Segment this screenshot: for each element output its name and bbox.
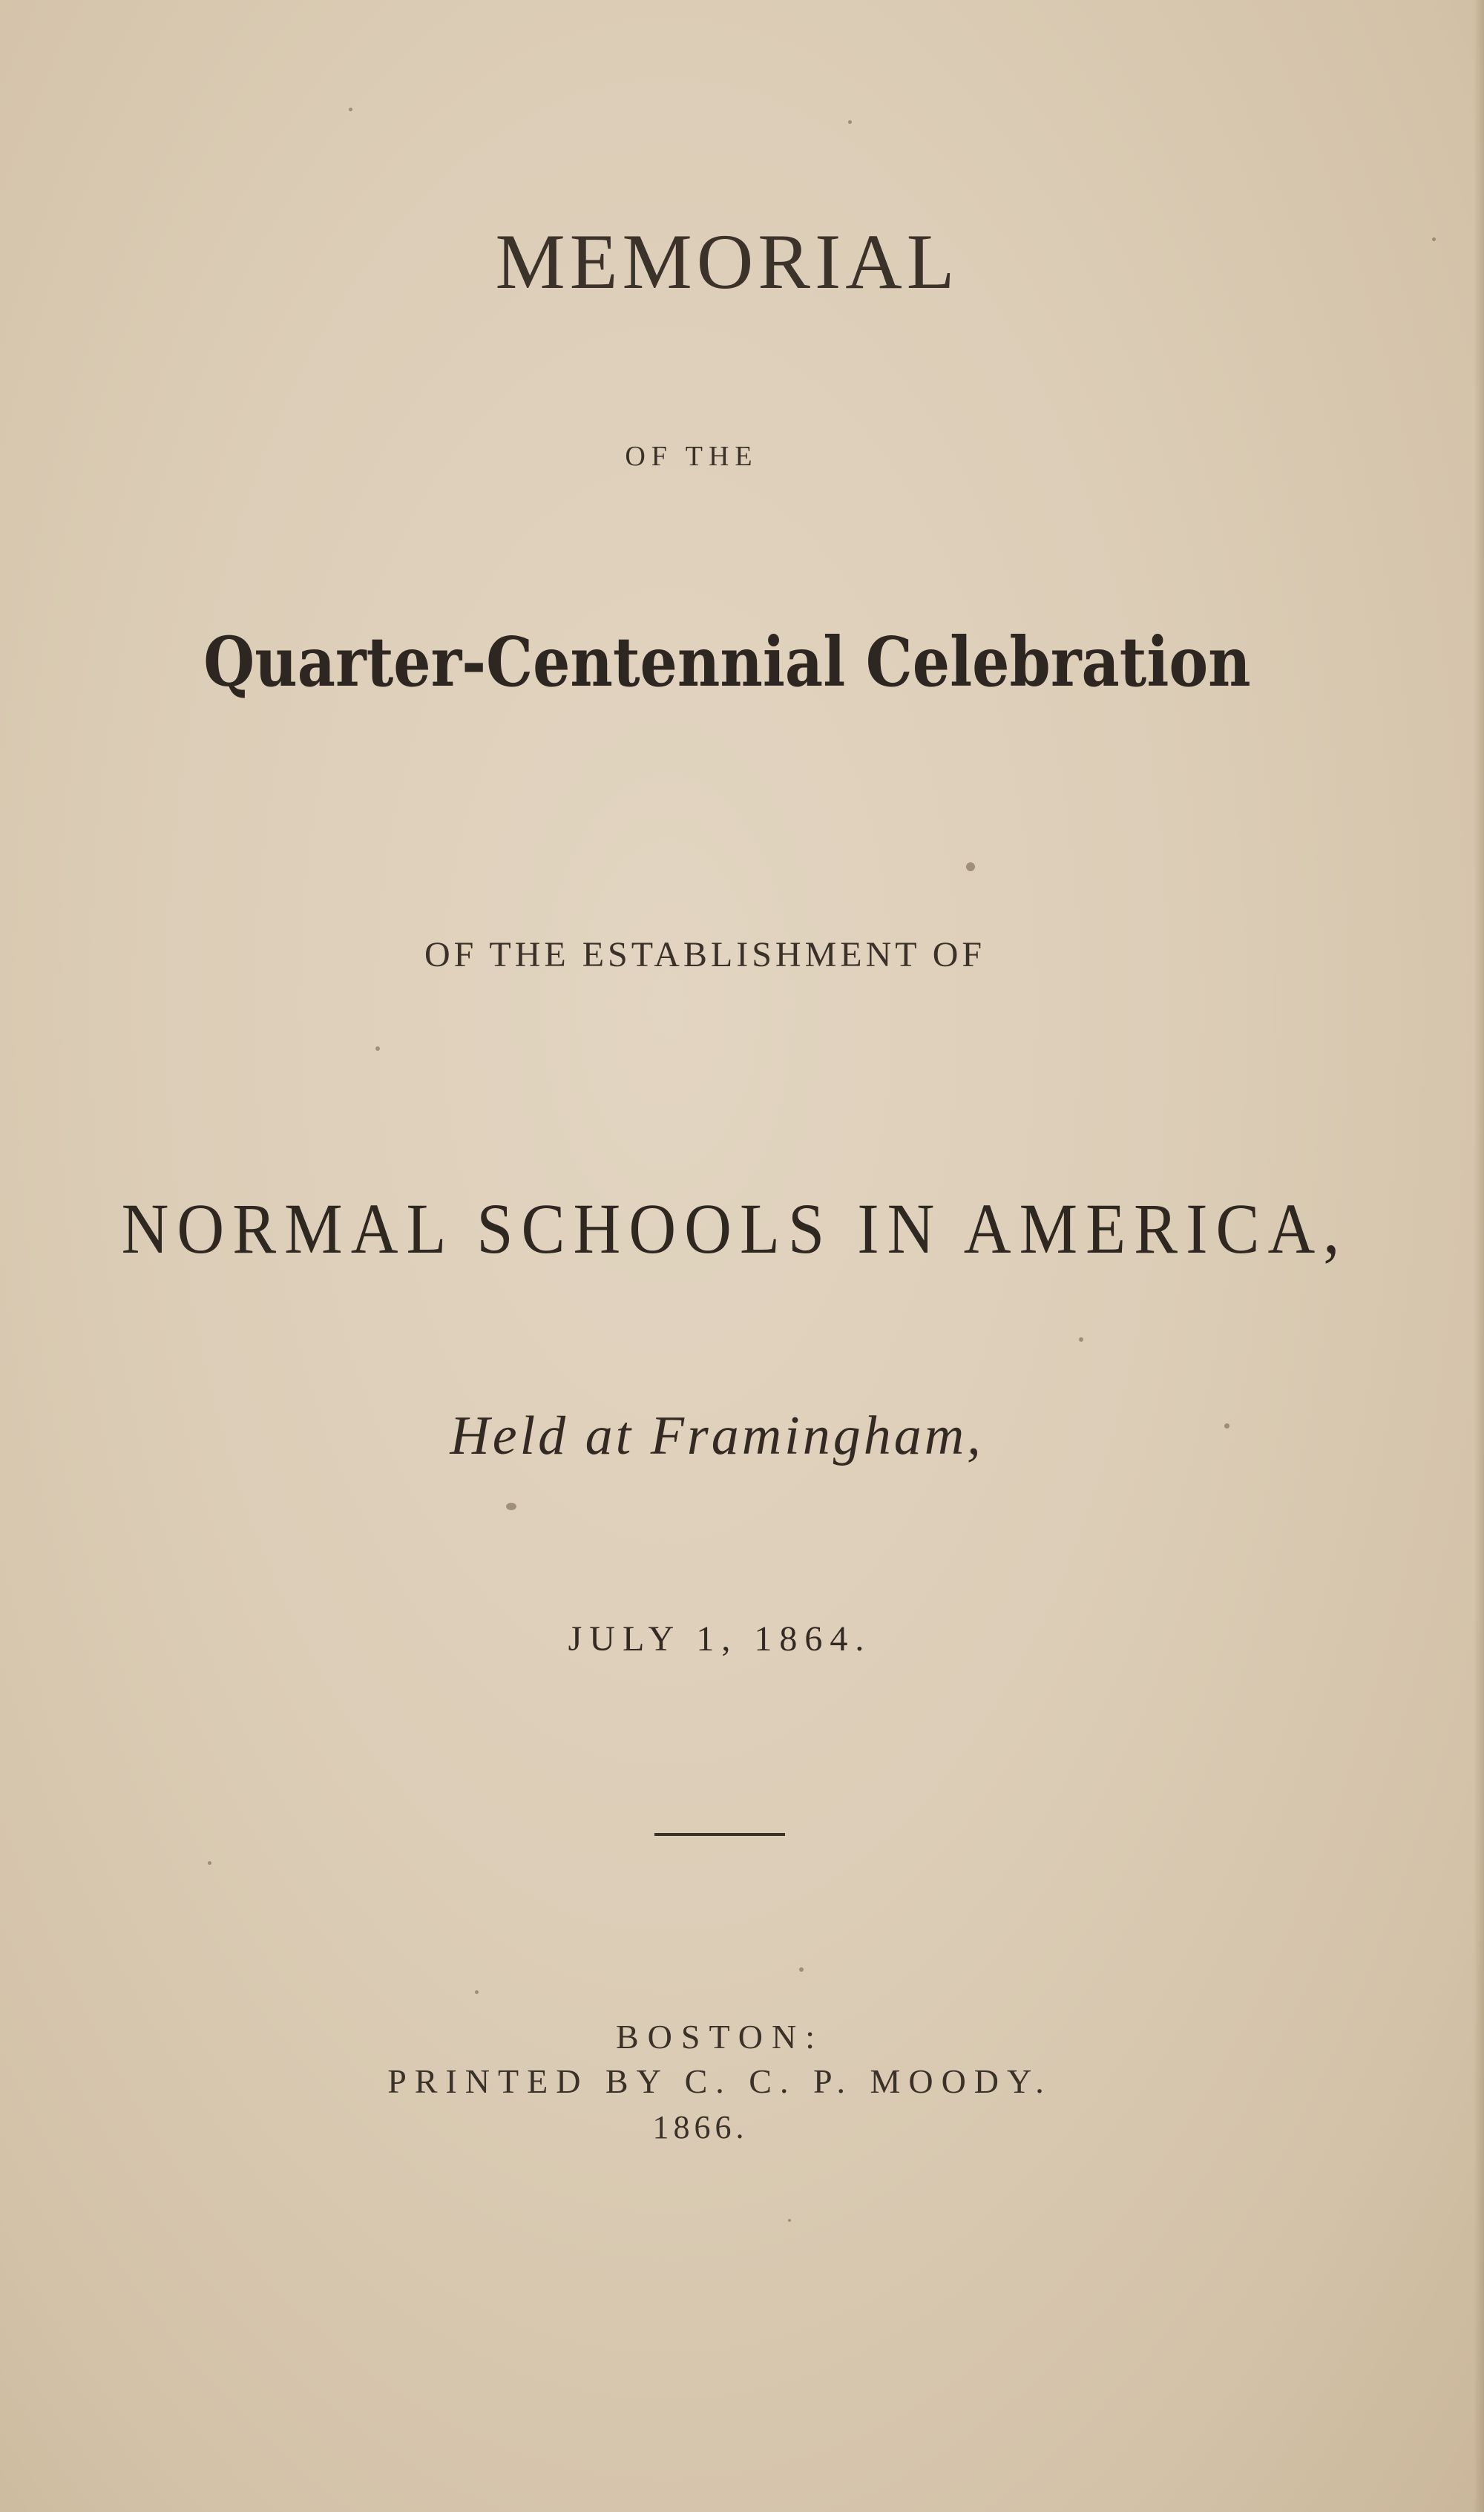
location-line: Held at Framingham, <box>450 1406 984 1466</box>
of-the-line: OF THE <box>625 441 758 472</box>
paper-speck <box>966 862 975 871</box>
paper-speck <box>208 1861 211 1865</box>
paper-speck <box>1432 237 1436 241</box>
imprint-city: BOSTON: <box>616 2018 824 2056</box>
event-date: JULY 1, 1864. <box>568 1619 872 1659</box>
paper-speck <box>848 120 852 124</box>
paper-speck <box>506 1503 516 1510</box>
book-title: MEMORIAL <box>495 218 959 305</box>
paper-speck <box>375 1046 380 1051</box>
paper-speck <box>788 2219 791 2222</box>
normal-schools-heading: NORMAL SCHOOLS IN AMERICA, <box>121 1189 1348 1268</box>
paper-speck <box>799 1967 804 1972</box>
establishment-line: OF THE ESTABLISHMENT OF <box>424 935 986 974</box>
divider-rule <box>654 1833 785 1836</box>
imprint-year: 1866. <box>652 2109 749 2145</box>
paper-speck <box>349 108 352 111</box>
paper-speck <box>475 1990 479 1994</box>
imprint-printer: PRINTED BY C. C. P. MOODY. <box>387 2062 1052 2100</box>
celebration-heading: Quarter-Centennial Celebration <box>203 622 1251 702</box>
paper-speck <box>1079 1337 1083 1342</box>
paper-speck <box>1224 1423 1229 1429</box>
